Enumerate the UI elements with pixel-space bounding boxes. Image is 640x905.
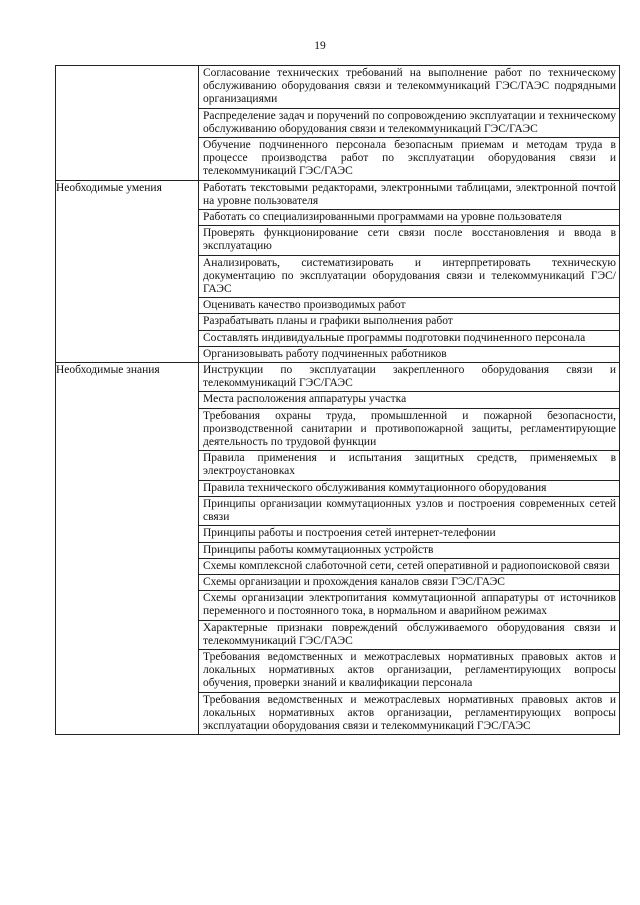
list-item: Принципы работы коммутационных устройств bbox=[199, 543, 619, 559]
list-item: Обучение подчиненного персонала безопасным приемам и методам труда в процессе производства работ по эксплуатации оборудования связи и телекоммуникаций ГЭС/ГАЭС bbox=[203, 139, 616, 178]
list-item: Анализировать, систематизировать и интерпретировать техническую документацию по эксплуатации оборудования связи и телекоммуникаций ГЭС/ГАЭС bbox=[199, 256, 619, 299]
list-item: Требования охраны труда, промышленной и пожарной безопасности, производственной санитарии и противопожарной защиты, регламентирующие деятельность по трудовой функции bbox=[199, 409, 619, 452]
list-item: Организовывать работу подчиненных работников bbox=[203, 347, 447, 360]
list-item: Характерные признаки повреждений обслуживаемого оборудования связи и телекоммуникаций ГЭС/ГАЭС bbox=[199, 621, 619, 650]
list-item: Требования ведомственных и межотраслевых нормативных правовых актов и локальных нормативных актов организации, регламентирующих вопросы обучения, проверки знаний и квалификации персонала bbox=[199, 650, 619, 693]
table-row-skills bbox=[56, 180, 620, 362]
list-item: Схемы организации и прохождения каналов связи ГЭС/ГАЭС bbox=[199, 575, 619, 591]
list-item: Оценивать качество производимых работ bbox=[199, 298, 619, 314]
list-item: Работать со специализированными программами на уровне пользователя bbox=[199, 210, 619, 226]
list-item: Правила технического обслуживания коммутационного оборудования bbox=[199, 481, 619, 497]
row-label-skills: Необходимые умения bbox=[56, 180, 199, 362]
list-item: Инструкции по эксплуатации закрепленного оборудования связи и телекоммуникаций ГЭС/ГАЭС bbox=[199, 363, 619, 392]
page-number: 19 bbox=[314, 40, 326, 52]
list-item: Принципы работы и построения сетей интернет-телефонии bbox=[199, 526, 619, 542]
list-item: Разрабатывать планы и графики выполнения работ bbox=[199, 314, 619, 330]
row-label bbox=[56, 66, 199, 181]
row-content bbox=[199, 363, 620, 735]
competency-table bbox=[55, 65, 620, 735]
list-item: Схемы организации электропитания коммутационной аппаратуры от источников переменного и постоянного тока, в нормальном и аварийном режимах bbox=[199, 591, 619, 620]
list-item: Проверять функционирование сети связи после восстановления и ввода в эксплуатацию bbox=[199, 226, 619, 255]
list-item: Согласование технических требований на выполнение работ по техническому обслуживанию оборудования связи и телекоммуникаций ГЭС/ГАЭС подрядными организациями bbox=[199, 66, 619, 109]
row-content bbox=[199, 180, 620, 362]
table-row-tasks bbox=[56, 66, 620, 181]
list-item: Требования ведомственных и межотраслевых нормативных правовых актов и локальных нормативных актов организации, регламентирующих вопросы эксплуатации оборудования связи и телекоммуникаций ГЭС/ГАЭС bbox=[203, 693, 616, 732]
list-item: Распределение задач и поручений по сопровождению эксплуатации и техническому обслуживанию оборудования связи и телекоммуникаций ГЭС/ГАЭС bbox=[199, 109, 619, 138]
row-content bbox=[199, 66, 620, 181]
list-item: Схемы комплексной слаботочной сети, сетей оперативной и радиопоисковой связи bbox=[199, 559, 619, 575]
list-item: Принципы организации коммутационных узлов и построения современных сетей связи bbox=[199, 497, 619, 526]
list-item: Правила применения и испытания защитных средств, применяемых в электроустановках bbox=[199, 451, 619, 480]
list-item: Работать текстовыми редакторами, электронными таблицами, электронной почтой на уровне пользователя bbox=[199, 181, 619, 210]
list-item: Составлять индивидуальные программы подготовки подчиненного персонала bbox=[199, 331, 619, 347]
list-item: Места расположения аппаратуры участка bbox=[199, 392, 619, 408]
table-row-knowledge bbox=[56, 363, 620, 735]
row-label-knowledge: Необходимые знания bbox=[56, 363, 199, 735]
